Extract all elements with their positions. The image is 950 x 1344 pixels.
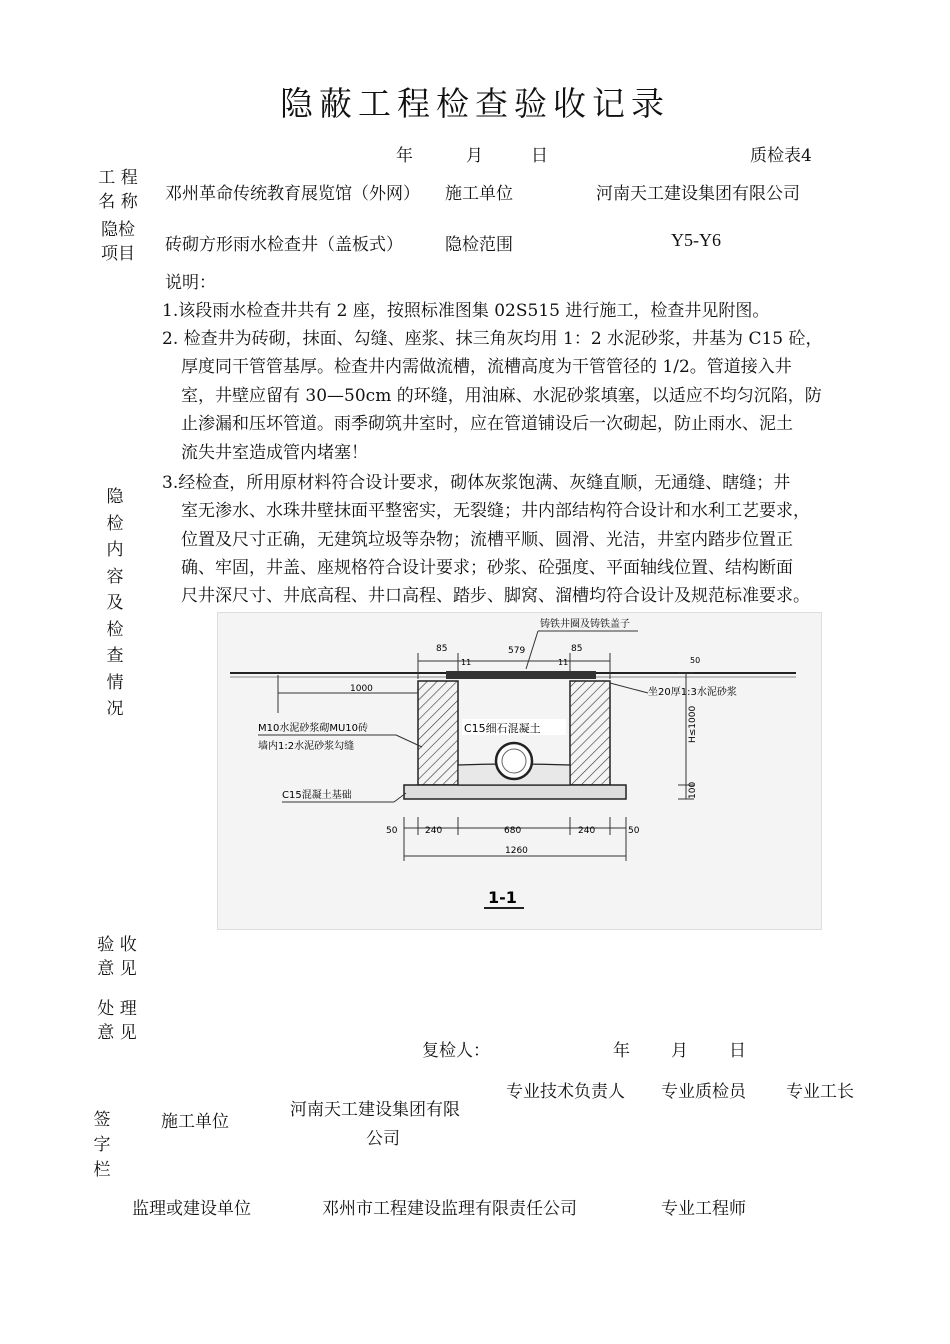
signature-label: 签 字 栏 bbox=[93, 1110, 111, 1180]
inspection-item-label: 隐检 项目 bbox=[101, 220, 135, 264]
sig-engineer: 专业工程师 bbox=[661, 1199, 746, 1219]
dim-1000: 1000 bbox=[350, 684, 373, 694]
dim-b240b: 240 bbox=[578, 826, 596, 836]
date-day: 日 bbox=[531, 146, 548, 166]
sig-contractor-line2: 公司 bbox=[366, 1129, 400, 1149]
dim-top-579: 579 bbox=[508, 646, 526, 656]
recheck-day: 日 bbox=[729, 1041, 746, 1061]
sig-contractor-line1: 河南天工建设集团有限 bbox=[290, 1100, 460, 1120]
handling-label: 处 理 意 见 bbox=[97, 999, 137, 1043]
wall-right bbox=[570, 681, 610, 785]
note-line: 位置及尺寸正确，无建筑垃圾等杂物；流槽平顺、圆滑、光洁，井室内踏步位置正 bbox=[181, 530, 793, 550]
date-year: 年 bbox=[396, 146, 413, 166]
dim-b1260: 1260 bbox=[505, 846, 528, 856]
inspection-item-value: 砖砌方形雨水检查井（盖板式） bbox=[165, 235, 403, 255]
sig-supervisor: 邓州市工程建设监理有限责任公司 bbox=[322, 1199, 577, 1219]
note-line: 厚度同干管管基厚。检查井内需做流槽，流槽高度为干管管径的 1/2。管道接入井 bbox=[181, 357, 792, 377]
dim-b680: 680 bbox=[504, 826, 522, 836]
project-name-label: 工 程 名 称 bbox=[98, 168, 138, 212]
note-line: 1.该段雨水检查井共有 2 座，按照标准图集 02S515 进行施工，检查井见附图。 bbox=[162, 301, 770, 321]
sig-foreman: 专业工长 bbox=[786, 1082, 854, 1102]
dim-b240a: 240 bbox=[425, 826, 443, 836]
drawing-svg bbox=[218, 613, 821, 929]
note-line: 尺井深尺寸、井底高程、井口高程、踏步、脚窝、溜槽均符合设计及规范标准要求。 bbox=[181, 586, 810, 606]
page-title: 隐蔽工程检查验收记录 bbox=[280, 84, 670, 123]
sig-supervisor-label: 监理或建设单位 bbox=[132, 1199, 251, 1219]
base-label: C15混凝土基础 bbox=[282, 790, 352, 801]
concrete-base bbox=[404, 785, 626, 799]
date-month: 月 bbox=[466, 146, 483, 166]
acceptance-label: 验 收 意 见 bbox=[97, 935, 137, 979]
note-line: 室无渗水、水珠井壁抹面平整密实，无裂缝；井内部结构符合设计和水利工艺要求， bbox=[181, 501, 810, 521]
dim-50: 50 bbox=[690, 656, 701, 665]
note-line: 流失井室造成管内堵塞！ bbox=[181, 443, 368, 463]
note-line: 3.经检查，所用原材料符合设计要求，砌体灰浆饱满、灰缝直顺，无通缝、瞎缝；井 bbox=[162, 473, 791, 493]
project-name: 邓州革命传统教育展览馆（外网） bbox=[165, 184, 420, 204]
content-label: 隐 检 内 容 及 检 查 情 况 bbox=[106, 487, 124, 719]
dim-b50b: 50 bbox=[628, 826, 640, 836]
c15-fine-label: C15细石混凝土 bbox=[464, 722, 541, 735]
form-number: 质检表4 bbox=[750, 146, 812, 166]
dim-top-85b: 85 bbox=[571, 644, 583, 654]
note-line: 止渗漏和压坏管道。雨季砌筑井室时，应在管道铺设后一次砌起，防止雨水、泥土 bbox=[181, 414, 793, 434]
manhole-section-drawing bbox=[217, 612, 822, 930]
scope-label: 隐检范围 bbox=[445, 235, 513, 255]
wall-left bbox=[418, 681, 458, 785]
contractor-label: 施工单位 bbox=[445, 184, 513, 204]
recheck-year: 年 bbox=[613, 1041, 630, 1061]
mortar-label: 坐20厚1:3水泥砂浆 bbox=[648, 687, 737, 698]
contractor-name: 河南天工建设集团有限公司 bbox=[596, 184, 800, 204]
dim-100: 100 bbox=[688, 781, 698, 799]
dim-top-11b: 11 bbox=[558, 658, 569, 667]
sig-tech-lead: 专业技术负责人 bbox=[506, 1082, 625, 1102]
wall-label-2: 墙内1:2水泥砂浆勾缝 bbox=[258, 741, 355, 752]
note-line: 2. 检查井为砖砌，抹面、勾缝、座浆、抹三角灰均用 1：2 水泥砂浆，井基为 C15 砼， bbox=[162, 329, 823, 349]
recheck-label: 复检人： bbox=[422, 1041, 490, 1061]
manhole-cover bbox=[446, 671, 596, 679]
dim-h1000: H≤1000 bbox=[688, 705, 698, 743]
recheck-month: 月 bbox=[671, 1041, 688, 1061]
section-label: 1-1 bbox=[488, 888, 517, 907]
dim-top-11a: 11 bbox=[461, 658, 472, 667]
cover-label: 铸铁井圈及铸铁盖子 bbox=[540, 619, 630, 630]
dim-top-85a: 85 bbox=[436, 644, 448, 654]
note-line: 确、牢固，井盖、座规格符合设计要求；砂浆、砼强度、平面轴线位置、结构断面 bbox=[181, 558, 793, 578]
sig-contractor-label: 施工单位 bbox=[161, 1112, 229, 1132]
note-line: 室，井壁应留有 30—50cm 的环缝，用油麻、水泥砂浆填塞，以适应不均匀沉陷，防 bbox=[181, 386, 822, 406]
dim-b50a: 50 bbox=[386, 826, 398, 836]
notes-intro: 说明： bbox=[165, 273, 216, 293]
wall-label-1: M10水泥砂浆砌MU10砖 bbox=[258, 723, 369, 734]
pipe-section bbox=[496, 743, 532, 779]
scope-value: Y5-Y6 bbox=[671, 230, 721, 250]
sig-qc: 专业质检员 bbox=[661, 1082, 746, 1102]
